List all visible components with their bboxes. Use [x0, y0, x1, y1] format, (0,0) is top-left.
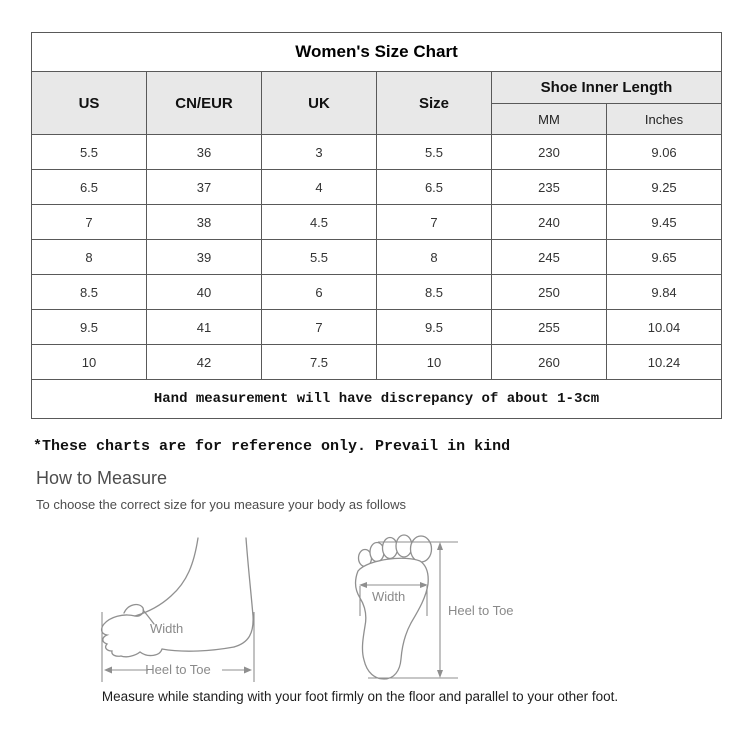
size-cell: 9.25 [607, 170, 722, 205]
size-cell: 7 [32, 205, 147, 240]
size-cell: 8.5 [32, 275, 147, 310]
size-cell: 10.24 [607, 345, 722, 380]
table-footer-row [32, 380, 722, 419]
size-cell: 7 [262, 310, 377, 345]
table-row [32, 345, 722, 380]
size-cell: 38 [147, 205, 262, 240]
size-cell: 5.5 [32, 135, 147, 170]
size-cell: 4.5 [262, 205, 377, 240]
size-chart [31, 32, 722, 419]
size-cell: 235 [492, 170, 607, 205]
table-body [32, 135, 722, 380]
side-width-label: Width [150, 621, 184, 636]
size-cell: 5.5 [262, 240, 377, 275]
size-cell: 9.5 [377, 310, 492, 345]
footer-note: Hand measurement will have discrepancy of about 1-3cm [32, 380, 722, 419]
col-header-inner-length: Shoe Inner Length [492, 72, 722, 104]
table-title-row [32, 33, 722, 72]
size-cell: 8.5 [377, 275, 492, 310]
table-row [32, 205, 722, 240]
size-cell: 39 [147, 240, 262, 275]
size-cell: 9.65 [607, 240, 722, 275]
size-cell: 4 [262, 170, 377, 205]
col-header-mm: MM [492, 104, 607, 135]
size-cell: 6.5 [32, 170, 147, 205]
table-row [32, 170, 722, 205]
size-cell: 5.5 [377, 135, 492, 170]
col-header-uk: UK [262, 72, 377, 135]
size-cell: 260 [492, 345, 607, 380]
sole-heel-to-toe-label: Heel to Toe [448, 603, 514, 618]
size-cell: 36 [147, 135, 262, 170]
table-title: Women's Size Chart [32, 33, 722, 72]
col-header-us: US [32, 72, 147, 135]
size-cell: 8 [377, 240, 492, 275]
foot-sole-outline [356, 535, 432, 679]
side-heel-to-toe-label: Heel to Toe [145, 662, 211, 677]
size-cell: 9.06 [607, 135, 722, 170]
size-cell: 10 [377, 345, 492, 380]
size-cell: 6.5 [377, 170, 492, 205]
size-cell: 9.45 [607, 205, 722, 240]
size-cell: 6 [262, 275, 377, 310]
size-cell: 41 [147, 310, 262, 345]
size-cell: 7 [377, 205, 492, 240]
size-cell: 40 [147, 275, 262, 310]
table-row [32, 135, 722, 170]
size-cell: 10.04 [607, 310, 722, 345]
foot-side-view-diagram [88, 530, 266, 688]
size-cell: 10 [32, 345, 147, 380]
size-cell: 9.84 [607, 275, 722, 310]
table-row [32, 310, 722, 345]
size-chart-table [31, 32, 722, 419]
how-to-measure-heading: How to Measure [36, 468, 168, 488]
size-cell: 230 [492, 135, 607, 170]
sole-width-label: Width [372, 589, 406, 604]
col-header-inches: Inches [607, 104, 722, 135]
table-row [32, 275, 722, 310]
table-row [32, 240, 722, 275]
size-cell: 9.5 [32, 310, 147, 345]
size-cell: 8 [32, 240, 147, 275]
how-to-measure-subheading: To choose the correct size for you measure your body as follows [36, 497, 406, 512]
table-header-row [32, 72, 722, 104]
size-cell: 3 [262, 135, 377, 170]
col-header-size: Size [377, 72, 492, 135]
size-cell: 240 [492, 205, 607, 240]
size-cell: 37 [147, 170, 262, 205]
size-cell: 42 [147, 345, 262, 380]
size-cell: 250 [492, 275, 607, 310]
foot-side-outline [102, 538, 254, 657]
size-cell: 7.5 [262, 345, 377, 380]
measure-caption: Measure while standing with your foot firmly on the floor and parallel to your other foot. [101, 689, 619, 704]
col-header-cneur: CN/EUR [147, 72, 262, 135]
size-cell: 255 [492, 310, 607, 345]
reference-note: *These charts are for reference only. Prevail in kind [33, 438, 511, 455]
size-cell: 245 [492, 240, 607, 275]
foot-sole-view-diagram [348, 526, 530, 688]
